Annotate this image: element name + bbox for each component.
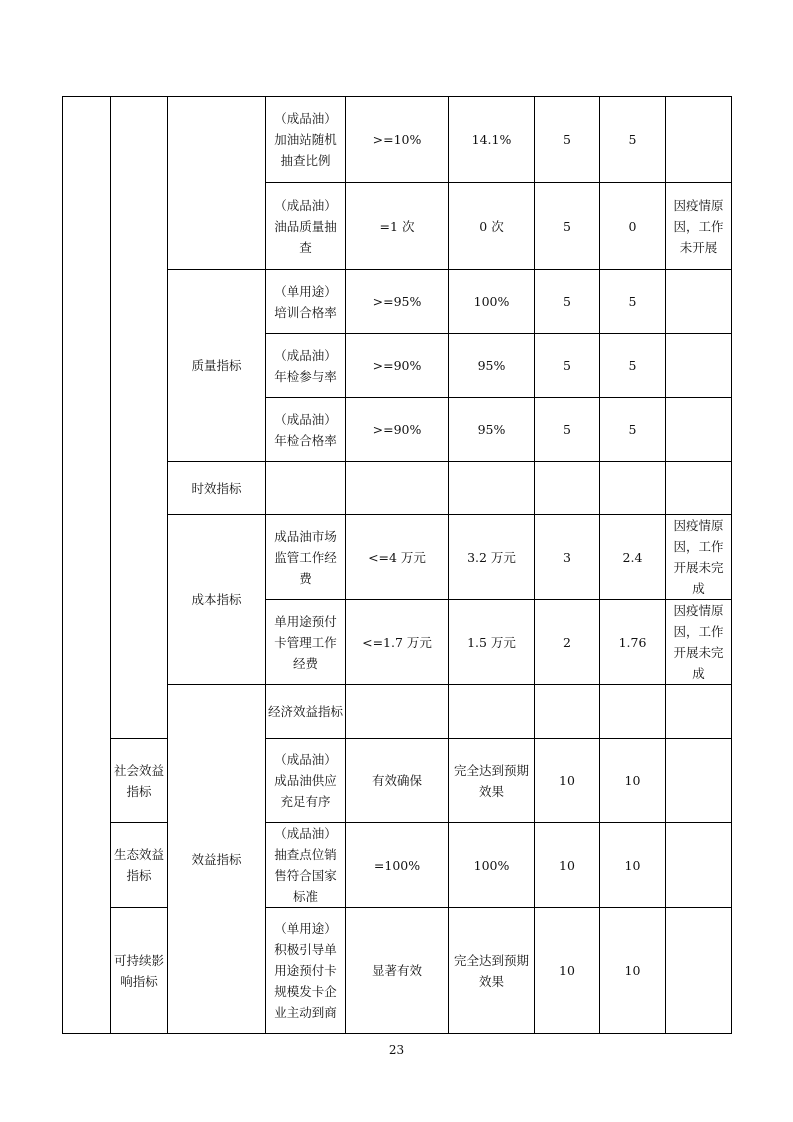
remark: 因疫情原因，工作未开展 [666,183,732,270]
level3-indicator: （成品油）加油站随机抽查比例 [266,97,346,183]
target-value: >=10% [346,97,449,183]
weight-value: 5 [535,398,600,462]
actual-value: 95% [449,398,535,462]
weight-value: 5 [535,334,600,398]
remark [666,97,732,183]
performance-indicator-table [62,96,732,1034]
target-value: >=95% [346,270,449,334]
table-row [63,908,732,1034]
remark [666,823,732,908]
score-value: 10 [600,823,666,908]
level2-indicator-cell: 质量指标 [168,270,266,462]
weight-value [600,685,666,739]
weight-value: 10 [535,823,600,908]
target-value [346,462,449,515]
remark [666,908,732,1034]
target-value: >=90% [346,398,449,462]
actual-value: 0 次 [449,183,535,270]
target-value: 有效确保 [346,739,449,823]
actual-value: 95% [449,334,535,398]
level2-indicator-cell: 成本指标 [168,515,266,685]
weight-value: 10 [535,908,600,1034]
actual-value: 100% [449,823,535,908]
level2-indicator-cell: 经济效益指标 [266,685,346,739]
score-value [600,462,666,515]
weight-value: 5 [535,97,600,183]
weight-value: 5 [535,270,600,334]
actual-value: 完全达到预期效果 [449,739,535,823]
target-value [449,685,535,739]
weight-value [535,462,600,515]
weight-value: 3 [535,515,600,600]
weight-value: 10 [535,739,600,823]
score-value [666,685,732,739]
target-value: >=90% [346,334,449,398]
table-row [63,823,732,908]
score-value: 10 [600,739,666,823]
target-value: 显著有效 [346,908,449,1034]
level2-indicator-cell: 时效指标 [168,462,266,515]
level3-indicator: （成品油）年检合格率 [266,398,346,462]
level3-indicator: （单用途）积极引导单用途预付卡规模发卡企业主动到商 [266,908,346,1034]
level3-indicator: 单用途预付卡管理工作经费 [266,600,346,685]
score-value: 0 [600,183,666,270]
level3-indicator: （单用途）培训合格率 [266,270,346,334]
table-row [63,97,732,183]
actual-value: 完全达到预期效果 [449,908,535,1034]
score-value: 5 [600,398,666,462]
actual-value: 100% [449,270,535,334]
level2-indicator-cell: 生态效益指标 [111,823,168,908]
remark [666,739,732,823]
weight-value: 2 [535,600,600,685]
level2-output-cell [111,97,168,739]
target-value: =1 次 [346,183,449,270]
target-value: =100% [346,823,449,908]
target-value: <=1.7 万元 [346,600,449,685]
level2-indicator-cell: 社会效益指标 [111,739,168,823]
remark [666,270,732,334]
level2-indicator-cell: 可持续影响指标 [111,908,168,1034]
remark [666,334,732,398]
score-value: 5 [600,97,666,183]
level3-indicator: （成品油）抽查点位销售符合国家标准 [266,823,346,908]
level3-indicator: 成品油市场监管工作经费 [266,515,346,600]
level2-category-cell: 效益指标 [168,685,266,1034]
actual-value: 3.2 万元 [449,515,535,600]
actual-value: 1.5 万元 [449,600,535,685]
remark: 因疫情原因，工作开展未完成 [666,600,732,685]
level3-indicator: （成品油）成品油供应充足有序 [266,739,346,823]
level3-indicator: （成品油）油品质量抽查 [266,183,346,270]
level3-indicator: （成品油）年检参与率 [266,334,346,398]
weight-value: 5 [535,183,600,270]
remark [666,398,732,462]
level1-category-cell [63,97,111,1034]
table-row [63,739,732,823]
score-value: 5 [600,270,666,334]
remark: 因疫情原因，工作开展未完成 [666,515,732,600]
level3-indicator [346,685,449,739]
score-value: 2.4 [600,515,666,600]
score-value: 10 [600,908,666,1034]
actual-value [449,462,535,515]
actual-value: 14.1% [449,97,535,183]
page-number: 23 [388,1043,405,1057]
level3-indicator [266,462,346,515]
level2-indicator-cell [168,97,266,270]
remark [666,462,732,515]
actual-value [535,685,600,739]
score-value: 1.76 [600,600,666,685]
target-value: <=4 万元 [346,515,449,600]
score-value: 5 [600,334,666,398]
